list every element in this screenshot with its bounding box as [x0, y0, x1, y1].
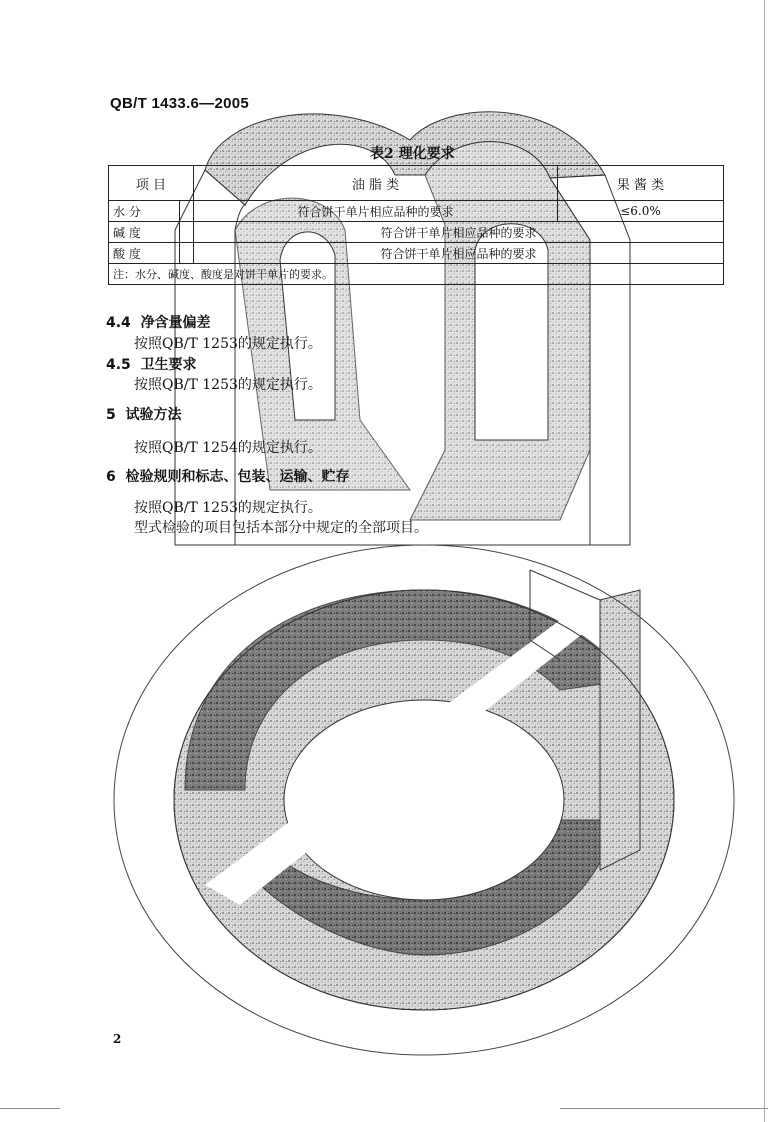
section-number: 6 — [106, 469, 116, 485]
section-body: 按照QB/T 1254的规定执行。 — [134, 440, 322, 456]
row-item: 碱 度 — [109, 222, 180, 243]
section-number: 4.5 — [106, 357, 131, 373]
standard-code: QB/T 1433.6—2005 — [110, 95, 250, 112]
table-row — [109, 201, 724, 222]
table-note: 注：水分、碱度、酸度是对饼干单片的要求。 — [109, 264, 724, 285]
table-row — [109, 243, 724, 264]
header-jam: 果 酱 类 — [558, 166, 724, 201]
section-number: 4.4 — [106, 315, 131, 331]
table-title: 表2 理化要求 — [370, 146, 455, 162]
section-title: 试验方法 — [125, 407, 182, 423]
section-body: 按照QB/T 1253的规定执行。 — [134, 336, 322, 352]
row-merged-value: 符合饼干单片相应品种的要求 — [194, 243, 724, 264]
scan-artifact-line — [0, 1108, 60, 1109]
section-heading — [106, 404, 182, 424]
table-note-row — [109, 264, 724, 285]
requirements-table — [108, 165, 724, 285]
row-item: 水 分 — [109, 201, 180, 222]
table-row — [109, 222, 724, 243]
scan-edge-line — [764, 0, 765, 1122]
section-title: 检验规则和标志、包装、运输、贮存 — [125, 469, 350, 485]
row-merged-value: 符合饼干单片相应品种的要求 — [194, 222, 724, 243]
header-item: 项 目 — [109, 166, 194, 201]
section-body: 按照QB/T 1253的规定执行。 — [134, 500, 322, 516]
section-title: 净含量偏差 — [140, 315, 211, 331]
header-oil: 油 脂 类 — [194, 166, 558, 201]
row-jam-value: ≤6.0% — [558, 201, 724, 222]
section-heading — [106, 354, 197, 374]
section-number: 5 — [106, 407, 116, 423]
section-heading — [106, 466, 350, 486]
row-oil-value: 符合饼干单片相应品种的要求 — [194, 201, 558, 222]
section-body: 按照QB/T 1253的规定执行。 — [134, 377, 322, 393]
row-item: 酸 度 — [109, 243, 180, 264]
page-number: 2 — [113, 1032, 122, 1046]
section-title: 卫生要求 — [140, 357, 197, 373]
section-heading — [106, 312, 211, 332]
watermark-ring — [114, 545, 734, 1055]
table-header-row — [109, 166, 724, 201]
scan-artifact-line — [560, 1108, 768, 1109]
section-body: 型式检验的项目包括本部分中规定的全部项目。 — [134, 520, 428, 536]
